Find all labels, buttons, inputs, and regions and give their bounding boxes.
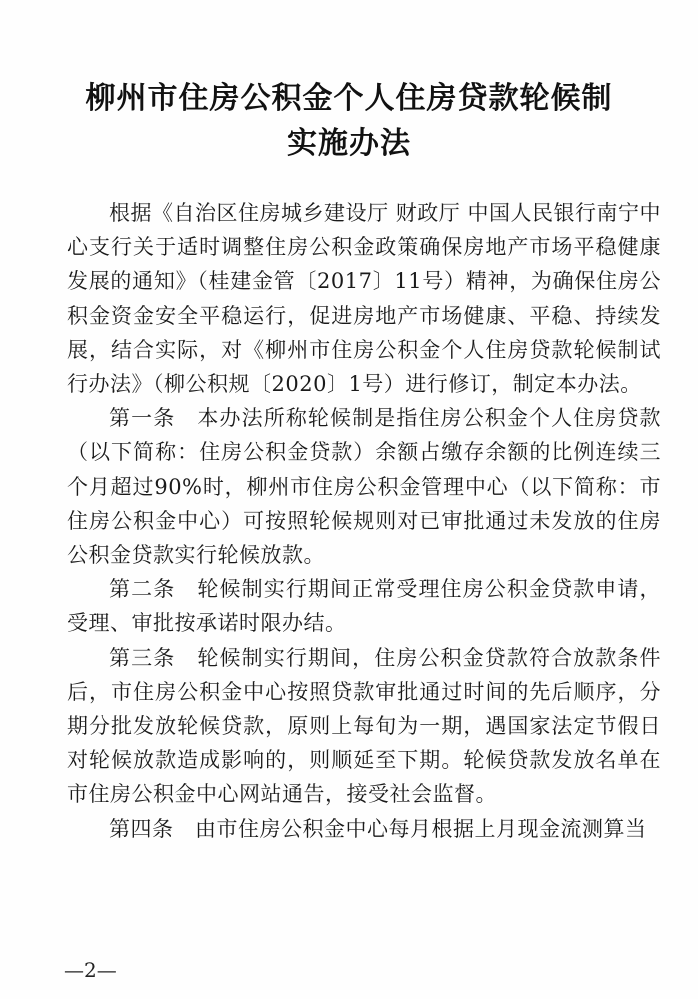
paragraph-article-4: 第四条 由市住房公积金中心每月根据上月现金流测算当 (109, 816, 647, 841)
document-title-line-2: 实施办法 (287, 126, 411, 161)
paragraph-article-2: 第二条 轮候制实行期间正常受理住房公积金贷款申请，受理、审批按承诺时限办结。 (67, 577, 661, 636)
paragraph-article-1: 第一条 本办法所称轮候制是指住房公积金个人住房贷款（以下简称：住房公积金贷款）余额占缴存余额的比例连续三个月超过90%时，柳州市住房公积金管理中心（以下简称：市住房公积金中心）可按照轮候规则对已审批通过未发放的住房公积金贷款实行轮候放款。 (67, 406, 661, 568)
paragraph-article-3: 第三条 轮候制实行期间，住房公积金贷款符合放款条件后，市住房公积金中心按照贷款审批通过时间的先后顺序，分期分批发放轮候贷款，原则上每旬为一期，遇国家法定节假日对轮候放款造成影响的，则顺延至下期。轮候贷款发放名单在市住房公积金中心网站通告，接受社会监督。 (67, 645, 661, 807)
document-body (67, 196, 661, 846)
paragraph-preamble: 根据《自治区住房城乡建设厅 财政厅 中国人民银行南宁中心支行关于适时调整住房公积金政策确保房地产市场平稳健康发展的通知》（桂建金管〔2017〕11号）精神，为确保住房公积金资金安全平稳运行，促进房地产市场健康、平稳、持续发展，结合实际，对《柳州市住房公积金个人住房贷款轮候制试行办法》（柳公积规〔2020〕1号）进行修订，制定本办法。 (67, 201, 661, 397)
document-title-line-1: 柳州市住房公积金个人住房贷款轮候制 (85, 81, 613, 116)
page-number: —2— (64, 958, 117, 982)
